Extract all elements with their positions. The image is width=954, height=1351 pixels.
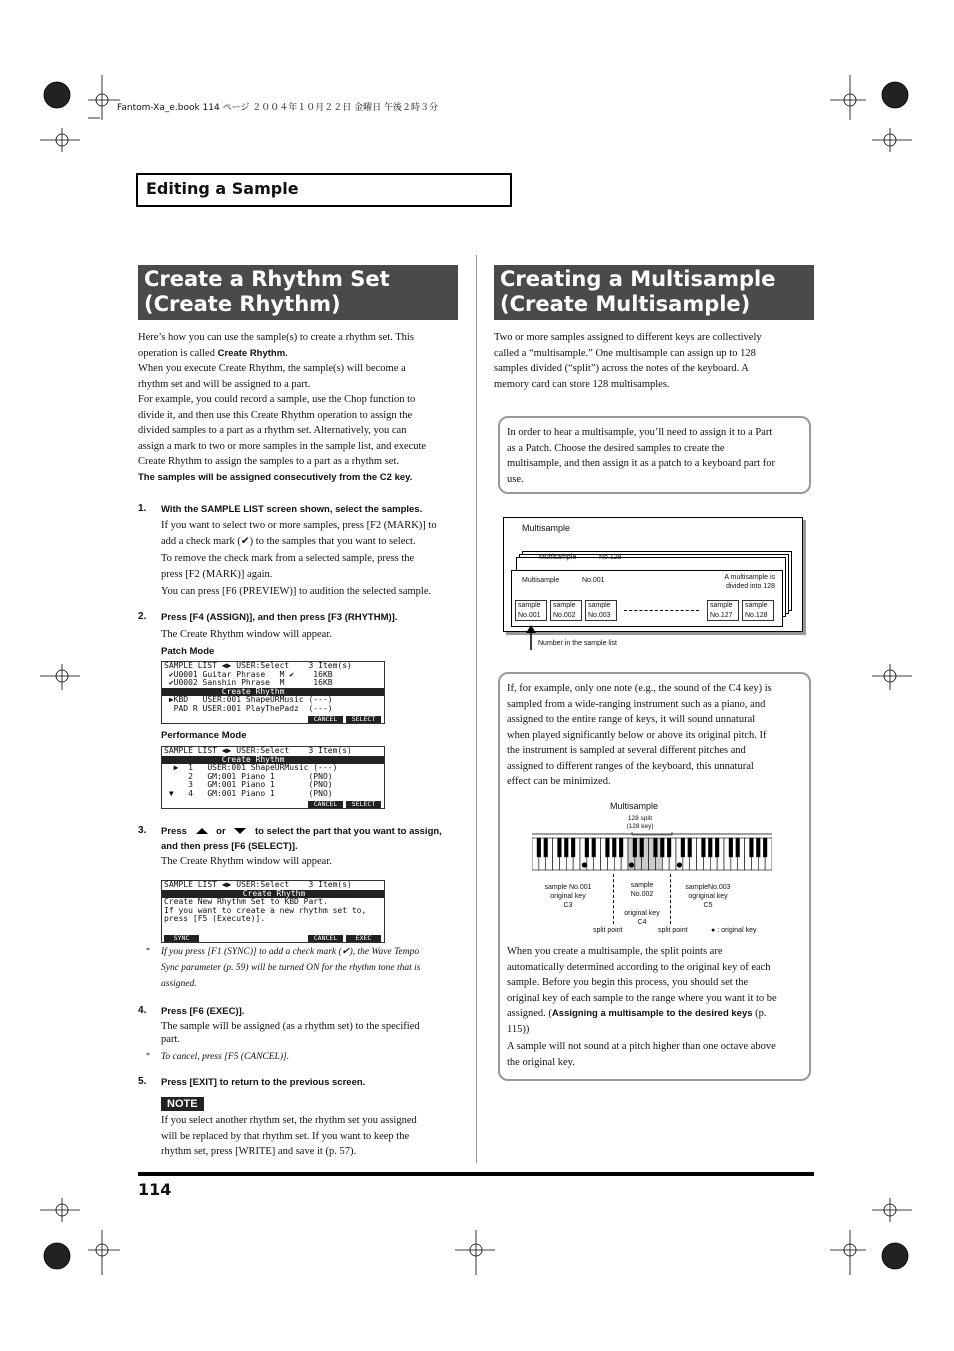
footnote-cancel: To cancel, press [F5 (CANCEL)]. [161,1052,290,1062]
sample-box: sample No.128 [742,600,774,621]
sample-box: sample No.003 [585,600,617,621]
footnote-sync: If you press [F1 (SYNC)] to add a check mark (✔), the Wave Tempo Sync parameter (p. 59) will be turned ON for the rhythm tone that is assigned. [161,947,421,989]
para-line: divide it, and then use this Create Rhythm operation to assign the [138,409,413,421]
para-line: Create Rhythm to assign the samples to a part as a rhythm set. [138,456,399,467]
back-card-no: No.128 [599,554,622,561]
left-title-line2: (Create Rhythm) [144,292,341,316]
original-key-dot [677,862,682,867]
sample2-label: sample No.002 [630,882,654,898]
black-key [749,838,753,857]
right-title [494,265,814,320]
black-key [667,838,671,857]
note-body: If you select another rhythm set, the rhythm set you assigned will be replaced by that rhythm set. If you want to keep the rhythm set, press [WRITE] and save it (p. 57). [161,1115,417,1157]
sample-box: sample No.001 [515,600,547,621]
intro-line: operation is called Create Rhythm. [138,347,288,359]
para-line: For example, you could record a sample, use the Chop function to [138,394,416,405]
step3-heading2: and then press [F6 (SELECT)]. [161,841,298,852]
front-card-label: Multisample [522,577,560,584]
step4-body: The sample will be assigned (as a rhythm set) to the specified part. [161,1021,420,1045]
black-key [715,838,719,857]
sample3-label: sampleNo.003 ogriginal key C5 [685,884,731,909]
section-title: Editing a Sample [146,179,299,198]
black-key [633,838,637,857]
intro-line: Here’s how you can use the sample(s) to create a rhythm set. This [138,332,414,343]
black-key [571,838,575,857]
step2-number: 2. [138,611,147,622]
sample-box: sample No.127 [707,600,739,621]
step1-body: If you want to select two or more samples, press [F2 (MARK)] to add a check mark (✔) to the samples that you want to select. To remove the check mark from a selected sample, press the press [F2 (MARK)] again. You can press [F6 (PREVIEW)] to audition the selected sample. [161,520,437,597]
pointer-arrow-icon [525,625,537,651]
black-key [681,838,685,857]
black-key [701,838,705,857]
step5-heading: Press [EXIT] to return to the previous screen. [161,1077,366,1088]
patch-mode-label: Patch Mode [161,646,215,657]
sample-box: sample No.002 [550,600,582,621]
original-key-dot [629,862,634,867]
black-key [612,838,616,857]
sample1-label: sample No.001 original key C3 [544,884,592,909]
original-key-dot [582,862,587,867]
black-key [708,838,712,857]
black-key [544,838,548,857]
black-key [605,838,609,857]
file-info: Fantom-Xa_e.book 114 ページ ２００４年１０月２２日 金曜日 午後２時３分 [117,103,438,113]
front-card-no: No.001 [582,577,605,584]
black-key [688,838,692,857]
footer-rule [138,1172,814,1176]
intro-line: When you execute Create Rhythm, the sample(s) will become a [138,363,406,374]
right-title-line2: (Create Multisample) [500,292,751,316]
footnote-star2: * [146,1051,150,1060]
front-card-note: A multisample is divided into 128 [724,574,775,590]
black-key [756,838,760,857]
step3-heading: Press or to select the part that you want to assign, [161,826,442,837]
sample2-origkey: original key C4 [624,910,660,926]
black-key [537,838,541,857]
split-point-1: split point [593,927,623,934]
up-arrow-icon [194,827,210,835]
page-number: 114 [138,1180,172,1199]
black-key [640,838,644,857]
step4-heading: Press [F6 (EXEC)]. [161,1006,245,1017]
para-line: assign a mark to two or more samples in the sample list, and execute [138,440,427,452]
pointer-label: Number in the sample list [538,640,617,647]
intro-line: rhythm set and will be assigned to a part. [138,378,311,390]
step3-number: 3. [138,825,147,836]
step5-number: 5. [138,1076,147,1087]
left-title-line1: Create a Rhythm Set [144,267,390,291]
black-key [592,838,596,857]
info-box-example: If, for example, only one note (e.g., the sound of the C4 key) is sampled from a wide-ranging instrument such as a piano, and assigned to the entire range of keys, it will sound unnatural when played significantly below or above its original pitch. If the instrument is sampled at several different pitches and assigned to different ranges of the keyboard, this unnatural effect can be minimized. Multisample 128 split (128 key) sample No.001 original key C3 sample No.002 original key C4 sampleNo.003 ogriginal key C5 split point split point ● : original key When you create a multisample, the split points are automatically determined according to the original key of each sample. Before you begin this process, you should set the original key of each sample to the range where you want it to be assigned. (Assigning a multisample to the desired keys (p. 115)) A sample will not sound at a pitch higher than one octave above the original key. [498,672,811,1081]
ellipsis-line [624,610,699,611]
footnote-star: * [146,946,150,955]
performance-mode-label: Performance Mode [161,730,247,741]
left-title [138,265,458,320]
step4-number: 4. [138,1005,147,1016]
para-line: divided samples to a part as a rhythm set. Alternatively, you can [138,425,407,436]
black-key [585,838,589,857]
black-key [619,838,623,857]
right-intro: Two or more samples assigned to different keys are collectively called a “multisample.” One multisample can assign up to 128 samples divided (“split”) across the notes of the keyboard. A memory card can store 128 multisamples. [494,332,762,390]
step1-number: 1. [138,503,147,514]
bold-note: The samples will be assigned consecutively from the C2 key. [138,471,413,483]
section-header [136,173,512,207]
step3-body: The Create Rhythm window will appear. [161,856,332,867]
black-key [729,838,733,857]
multisample-diagram [503,517,803,632]
diagram-title: Multisample [522,523,571,533]
black-key [763,838,767,857]
right-title-line1: Creating a Multisample [500,267,776,291]
keyboard-title: Multisample [610,801,659,811]
note-badge: NOTE [161,1097,204,1111]
keyboard-graphic [532,832,772,872]
black-key [660,838,664,857]
down-arrow-icon [232,827,248,835]
black-key [653,838,657,857]
lcd-create-rhythm: SAMPLE LIST ◀▶ USER:Select 3 Item(s) Create Rhythm Create New Rhythm Set to KBD Part. If you want to create a new rhythm set to, press [F5 (Execute)]. SYNC CANCEL EXEC [161,880,385,943]
lcd-patch-mode: SAMPLE LIST ◀▶ USER:Select 3 Item(s) ✔U0001 Guitar Phrase M ✔ 16KB ✔U0002 Sanshin Phrase M 16KB Create Rhythm ▶KBD USER:001 ShapeURMusic (---) PAD R USER:001 PlayThePadz (---) CANCEL SELECT [161,661,385,724]
step2-heading: Press [F4 (ASSIGN)], and then press [F3 (RHYTHM)]. [161,612,398,623]
split-label: 128 split (128 key) [626,815,654,830]
black-key [564,838,568,857]
step2-body: The Create Rhythm window will appear. [161,629,332,640]
split-point-2: split point [658,927,688,934]
black-key [557,838,561,857]
black-key [736,838,740,857]
back-card-label: Multisample [539,554,577,561]
lcd-performance-mode: SAMPLE LIST ◀▶ USER:Select 3 Item(s) Create Rhythm ▶ 1 USER:001 ShapeURMusic (---) 2 GM:001 Piano 1 (PNO) 3 GM:001 Piano 1 (PNO) ▼ 4 GM:001 Piano 1 (PNO) CANCEL SELECT [161,746,385,809]
original-key-legend: ● : original key [711,927,757,934]
info-box-patch: In order to hear a multisample, you’ll need to assign it to a Part as a Patch. Choose the desired samples to create the multisample, and then assign it as a patch to a keyboard part for use. [498,416,811,494]
step1-heading: With the SAMPLE LIST screen shown, select the samples. [161,504,423,515]
left-intro [138,330,468,486]
column-divider [476,255,477,1163]
front-card [511,570,783,627]
